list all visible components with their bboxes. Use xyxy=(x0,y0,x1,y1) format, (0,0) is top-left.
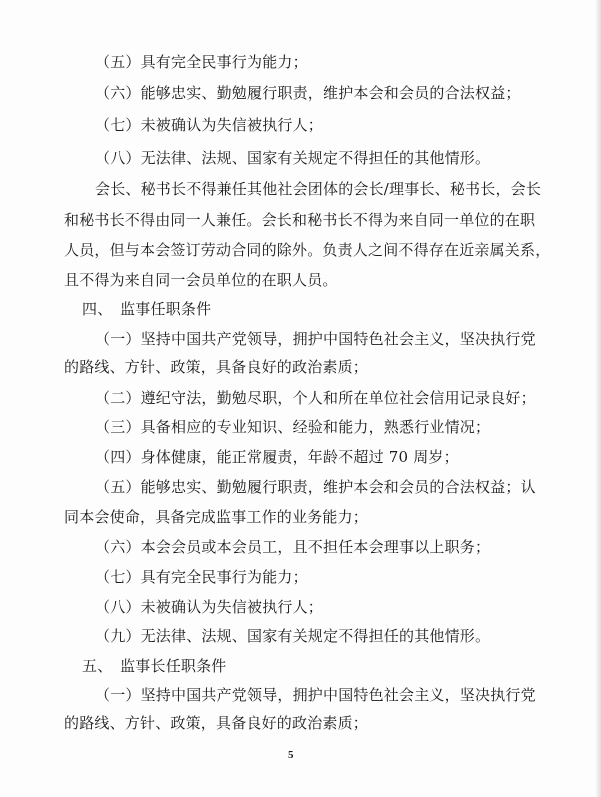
text-line: （六）能够忠实、勤勉履行职责，维护本会和会员的合法权益； xyxy=(95,84,521,102)
section-heading: 五、 监事长任职条件 xyxy=(82,657,227,675)
text-line: （五）能够忠实、勤勉履行职责，维护本会和会员的合法权益；认 xyxy=(95,478,536,496)
text-line: （九）无法律、法规、国家有关规定不得担任的其他情形。 xyxy=(95,627,491,645)
text-line: 的路线、方针、政策，具备良好的政治素质； xyxy=(64,714,369,732)
text-line: 且不得为来自同一会员单位的在职人员。 xyxy=(64,271,338,289)
text-line: （二）遵纪守法，勤勉尽职，个人和所在单位社会信用记录良好； xyxy=(95,389,536,407)
scan-edge-shadow xyxy=(595,0,601,797)
text-line: （七）未被确认为失信被执行人； xyxy=(95,116,324,134)
text-line: （八）未被确认为失信被执行人； xyxy=(95,598,324,616)
text-line: （八）无法律、法规、国家有关规定不得担任的其他情形。 xyxy=(95,149,491,167)
text-line: （三）具备相应的专业知识、经验和能力，熟悉行业情况； xyxy=(95,418,491,436)
text-line: （五）具有完全民事行为能力； xyxy=(95,53,308,71)
text-line: （一）坚持中国共产党领导，拥护中国特色社会主义，坚决执行党 xyxy=(95,686,536,704)
text-line: 的路线、方针、政策，具备良好的政治素质； xyxy=(64,358,369,376)
text-line: 和秘书长不得由同一人兼任。会长和秘书长不得为来自同一单位的在职 xyxy=(64,211,536,229)
text-line: 会长、秘书长不得兼任其他社会团体的会长/理事长、秘书长，会长 xyxy=(95,180,542,198)
text-line: 人员，但与本会签订劳动合同的除外。负责人之间不得存在近亲属关系， xyxy=(64,241,551,259)
section-heading: 四、 监事任职条件 xyxy=(82,300,212,318)
text-line: （四）身体健康，能正常履责，年龄不超过 70 周岁； xyxy=(95,448,459,466)
text-line: （七）具有完全民事行为能力； xyxy=(95,568,308,586)
text-line: （一）坚持中国共产党领导，拥护中国特色社会主义，坚决执行党 xyxy=(95,330,536,348)
text-line: （六）本会会员或本会员工，且不担任本会理事以上职务； xyxy=(95,538,491,556)
page-number: 5 xyxy=(288,749,294,761)
text-line: 同本会使命，具备完成监事工作的业务能力； xyxy=(64,508,369,526)
